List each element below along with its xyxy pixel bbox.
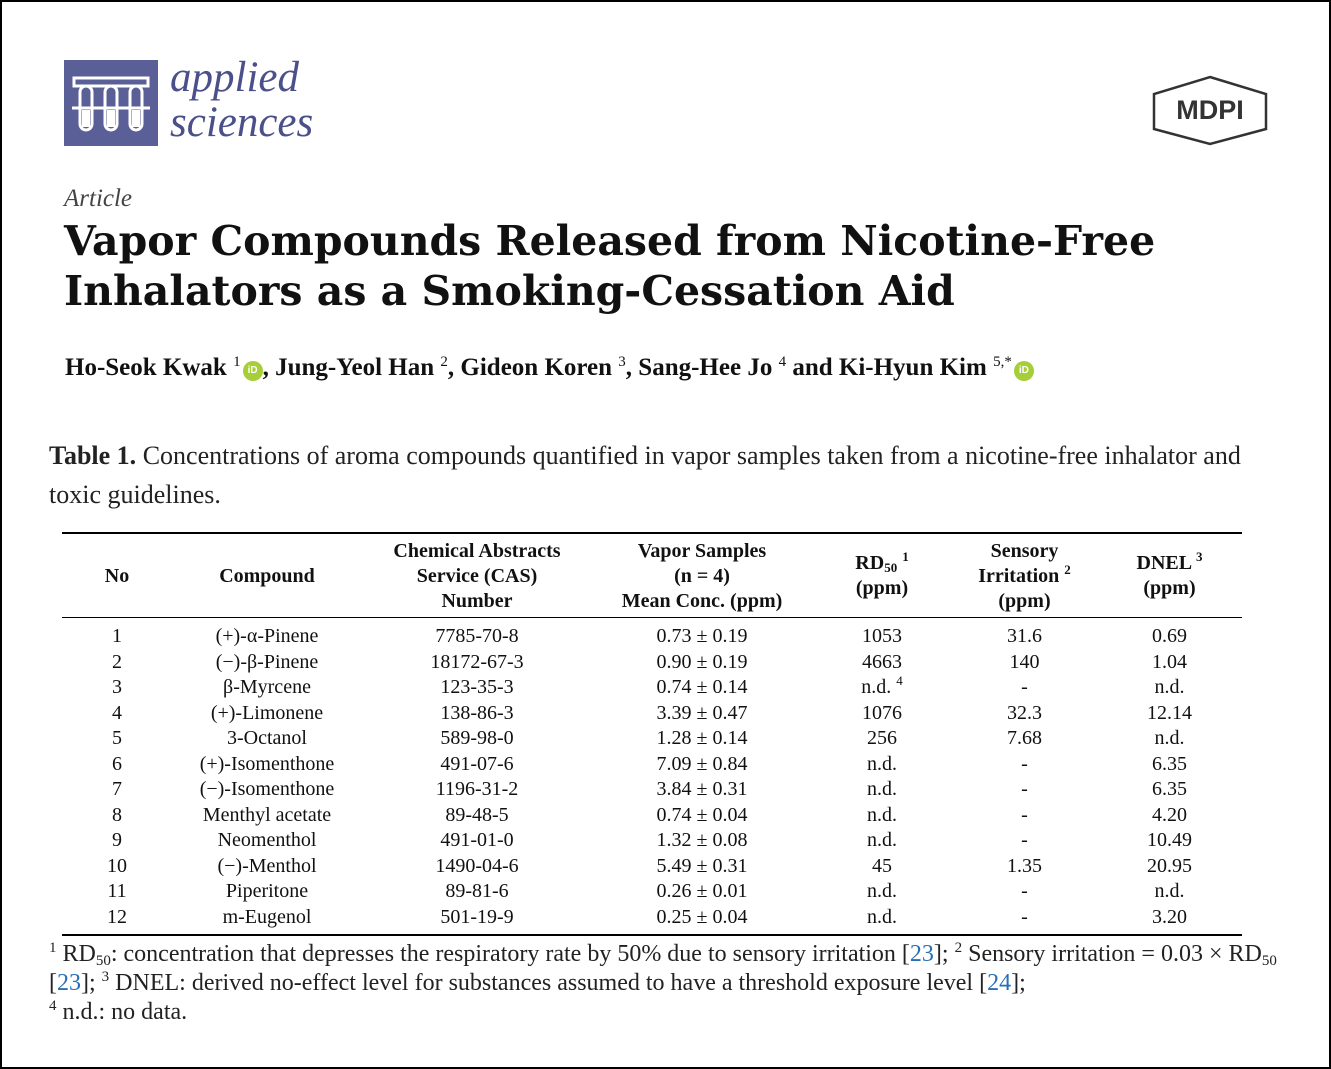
table-cell-rd50	[812, 905, 952, 931]
journal-name	[170, 56, 313, 146]
table-cell-sensory	[952, 726, 1097, 752]
header-line	[812, 551, 952, 576]
table-row	[62, 701, 1242, 727]
table-cell-dnel	[1097, 701, 1242, 727]
footnote-text: : concentration that depresses the respiratory rate by 50% due to sensory irritation [	[110, 941, 910, 967]
table-cell-conc	[592, 726, 812, 752]
table-row	[62, 879, 1242, 905]
table-cell-compound	[172, 675, 362, 701]
cell-value: 31.6	[1007, 625, 1042, 648]
table-cell-sensory	[952, 828, 1097, 854]
table-row	[62, 752, 1242, 778]
table-cell-conc	[592, 616, 812, 650]
table-cell-rd50	[812, 701, 952, 727]
footnote-text: [	[49, 970, 57, 996]
cell-value: n.d.	[867, 905, 897, 928]
table-cell-dnel	[1097, 752, 1242, 778]
table-cell-no	[62, 650, 172, 676]
author-affiliation: 3	[618, 354, 626, 370]
table-cell-rd50	[812, 879, 952, 905]
table-cell-compound	[172, 752, 362, 778]
column-header-rd50	[812, 536, 952, 616]
cell-value: 1	[112, 625, 122, 648]
footnote-text: ];	[933, 941, 949, 967]
table-cell-sensory	[952, 803, 1097, 829]
cell-value: 3.39 ± 0.47	[656, 701, 748, 724]
cell-value: n.d.	[867, 803, 897, 826]
table-header-row	[62, 536, 1242, 616]
header-line: Sensory	[990, 539, 1059, 562]
header-line: (ppm)	[998, 589, 1051, 612]
table-row	[62, 675, 1242, 701]
column-header-cas	[362, 536, 592, 616]
table-cell-cas	[362, 905, 592, 931]
cell-value: 0.26 ± 0.01	[656, 880, 748, 903]
cell-value: -	[1021, 905, 1028, 928]
table-row	[62, 650, 1242, 676]
column-header-no: No	[104, 564, 130, 587]
table-cell-sensory	[952, 905, 1097, 931]
cell-value: 0.90 ± 0.19	[656, 650, 748, 673]
table-cell-no	[62, 675, 172, 701]
cell-value: n.d.	[867, 829, 897, 852]
cell-value: -	[1021, 829, 1028, 852]
table-row	[62, 854, 1242, 880]
cell-value: 1.35	[1007, 854, 1042, 877]
table-cell-compound	[172, 616, 362, 650]
table-row	[62, 828, 1242, 854]
header-line: (n = 4)	[674, 564, 730, 587]
header-line: Vapor Samples	[637, 539, 767, 562]
table-cell-conc	[592, 701, 812, 727]
table-cell-compound	[172, 905, 362, 931]
orcid-icon[interactable]: iD	[243, 361, 263, 381]
table-cell-compound	[172, 879, 362, 905]
data-table	[62, 536, 1242, 930]
cell-value: 10.49	[1147, 829, 1192, 852]
cell-value: 89-48-5	[445, 803, 509, 826]
table-cell-compound	[172, 828, 362, 854]
cell-value: 3.84 ± 0.31	[656, 778, 748, 801]
cell-value: 1490-04-6	[435, 854, 519, 877]
cell-value: n.d.	[1154, 880, 1185, 903]
column-header-dnel	[1097, 536, 1242, 616]
cell-value: 7.68	[1007, 727, 1042, 750]
cell-value: n.d.	[1154, 727, 1185, 750]
table-cell-no	[62, 854, 172, 880]
cell-value: (+)-α-Pinene	[215, 625, 319, 648]
table-cell-no	[62, 701, 172, 727]
table-caption-text: Concentrations of aroma compounds quantified in vapor samples taken from a nicotine-free inhalator and toxic guidelines.	[49, 441, 1241, 509]
footnote-text: ];	[1011, 970, 1026, 996]
cell-value: 3	[112, 676, 122, 699]
cell-value: 7785-70-8	[435, 625, 519, 648]
footnote-text: Sensory irritation = 0.03 × RD	[968, 941, 1262, 967]
cell-value: 0.69	[1152, 625, 1187, 648]
cell-value: 138-86-3	[440, 701, 514, 724]
table-row	[62, 777, 1242, 803]
cell-value: 0.25 ± 0.04	[656, 905, 748, 928]
footnote-mark: 3	[101, 969, 110, 985]
article-type: Article	[64, 185, 133, 212]
table-cell-no	[62, 726, 172, 752]
publisher-name: MDPI	[1176, 95, 1244, 125]
header-subscript: 50	[884, 560, 898, 575]
cell-value: -	[1021, 752, 1028, 775]
author-name: Ho-Seok Kwak	[65, 354, 227, 381]
footnote-text: n.d.: no data.	[62, 999, 188, 1025]
table-cell-conc	[592, 905, 812, 931]
table-cell-rd50	[812, 726, 952, 752]
cell-value: 3-Octanol	[227, 727, 307, 750]
cell-value: 123-35-3	[440, 676, 514, 699]
table-row	[62, 803, 1242, 829]
table-cell-conc	[592, 650, 812, 676]
cell-value: 32.3	[1007, 701, 1042, 724]
cell-value: n.d.	[1154, 676, 1185, 699]
cell-value: 5	[112, 727, 122, 750]
cell-value: 589-98-0	[440, 727, 514, 750]
cell-value: 491-01-0	[440, 829, 514, 852]
cell-value: 1.28 ± 0.14	[656, 727, 748, 750]
cell-value: 6	[112, 752, 122, 775]
journal-logo-icon	[64, 60, 158, 146]
table-cell-cas	[362, 616, 592, 650]
table-cell-dnel	[1097, 854, 1242, 880]
cell-value: 256	[867, 727, 897, 750]
table-cell-cas	[362, 701, 592, 727]
table-cell-dnel	[1097, 905, 1242, 931]
cell-value: 6.35	[1152, 752, 1187, 775]
header-line: Mean Conc. (ppm)	[621, 589, 783, 612]
cell-value: (+)-Isomenthone	[199, 752, 335, 775]
table-cell-rd50	[812, 854, 952, 880]
cell-value: (−)-β-Pinene	[215, 650, 319, 673]
reference-link[interactable]: 24	[987, 970, 1012, 996]
cell-value: 0.73 ± 0.19	[656, 625, 748, 648]
table-cell-cas	[362, 675, 592, 701]
table-cell-compound	[172, 803, 362, 829]
cell-value: 7.09 ± 0.84	[656, 752, 748, 775]
cell-value: 1196-31-2	[435, 778, 519, 801]
table-cell-cas	[362, 828, 592, 854]
table-cell-conc	[592, 777, 812, 803]
cell-value: 11	[107, 880, 127, 903]
table-cell-conc	[592, 879, 812, 905]
cell-value: 501-19-9	[440, 905, 514, 928]
table-cell-dnel	[1097, 616, 1242, 650]
table-cell-rd50	[812, 616, 952, 650]
table-cell-sensory	[952, 650, 1097, 676]
cell-value: 4.20	[1152, 803, 1187, 826]
footnote-mark: 1	[49, 940, 57, 956]
footnote-mark: 2	[954, 940, 963, 956]
footnote-text: DNEL: derived no-effect level for substances assumed to have a threshold exposure level [	[115, 970, 988, 996]
table-cell-no	[62, 905, 172, 931]
table-cell-rd50	[812, 752, 952, 778]
footnote-text: ];	[81, 970, 96, 996]
table-cell-rd50	[812, 777, 952, 803]
cell-value: 6.35	[1152, 778, 1187, 801]
header-line: Service (CAS)	[416, 564, 538, 587]
footnote-subscript: 50	[1261, 953, 1277, 969]
cell-value: 491-07-6	[440, 752, 514, 775]
table-cell-no	[62, 828, 172, 854]
reference-link[interactable]: 23	[909, 941, 934, 967]
author-affiliation: 1	[233, 354, 241, 370]
table-cell-cas	[362, 752, 592, 778]
cell-footnote-mark: 4	[896, 673, 903, 689]
footnote-mark: 4	[49, 998, 57, 1014]
cell-value: n.d.	[867, 778, 897, 801]
cell-value: 7	[112, 778, 122, 801]
cell-value: Neomenthol	[217, 829, 317, 852]
table-cell-conc	[592, 803, 812, 829]
table-cell-dnel	[1097, 777, 1242, 803]
table-cell-cas	[362, 879, 592, 905]
cell-value: (−)-Isomenthone	[199, 778, 335, 801]
header-text: RD	[855, 552, 885, 574]
author-affiliation: 5,*	[993, 354, 1012, 370]
table-cell-no	[62, 777, 172, 803]
table-cell-sensory	[952, 701, 1097, 727]
table-cell-compound	[172, 650, 362, 676]
table-cell-conc	[592, 675, 812, 701]
cell-value: 20.95	[1147, 854, 1192, 877]
cell-value: β-Myrcene	[223, 676, 311, 699]
table-row	[62, 616, 1242, 650]
header-text: DNEL	[1136, 552, 1191, 574]
cell-value: 4	[112, 701, 122, 724]
table-cell-rd50	[812, 675, 952, 701]
author-affiliation: 2	[440, 354, 448, 370]
cell-value: n.d.	[867, 752, 897, 775]
table-caption	[49, 436, 1279, 514]
column-header-vapor	[592, 536, 812, 616]
cell-value: 0.74 ± 0.14	[656, 676, 748, 699]
table-cell-dnel	[1097, 879, 1242, 905]
table-cell-dnel	[1097, 650, 1242, 676]
table-cell-compound	[172, 777, 362, 803]
table-caption-label: Table 1.	[49, 441, 137, 470]
table-cell-compound	[172, 726, 362, 752]
table-bottom-rule	[62, 934, 1242, 936]
cell-value: 0.74 ± 0.04	[656, 803, 748, 826]
cell-value: -	[1021, 778, 1028, 801]
table-cell-no	[62, 752, 172, 778]
table-cell-rd50	[812, 650, 952, 676]
table-cell-dnel	[1097, 828, 1242, 854]
table-row	[62, 905, 1242, 931]
cell-value: -	[1021, 803, 1028, 826]
table-cell-conc	[592, 828, 812, 854]
table-cell-dnel	[1097, 675, 1242, 701]
table-row	[62, 726, 1242, 752]
reference-link[interactable]: 23	[57, 970, 81, 996]
table-cell-no	[62, 616, 172, 650]
orcid-icon[interactable]: iD	[1014, 361, 1034, 381]
cell-value: 9	[112, 829, 122, 852]
cell-value: 1.32 ± 0.08	[656, 829, 748, 852]
header-footnote-mark: 2	[1064, 561, 1071, 577]
cell-value: 1076	[862, 701, 902, 724]
cell-value: 12	[107, 905, 127, 928]
cell-value: n.d.	[867, 880, 897, 903]
table-cell-cas	[362, 726, 592, 752]
table-cell-compound	[172, 701, 362, 727]
header-line	[952, 561, 1097, 589]
table-cell-no	[62, 803, 172, 829]
table-cell-sensory	[952, 879, 1097, 905]
cell-value: Piperitone	[225, 880, 309, 903]
cell-value: 3.20	[1152, 905, 1187, 928]
table-cell-cas	[362, 650, 592, 676]
author-name: Jung-Yeol Han	[275, 354, 435, 381]
header-footnote-mark: 3	[1195, 549, 1203, 564]
journal-name-line2: sciences	[170, 99, 314, 146]
header-footnote-mark: 1	[902, 549, 909, 564]
table-cell-cas	[362, 854, 592, 880]
author-name: Ki-Hyun Kim	[838, 354, 987, 381]
cell-value: 89-81-6	[445, 880, 509, 903]
table-top-rule	[62, 532, 1242, 534]
table-cell-dnel	[1097, 726, 1242, 752]
journal-name-line1: applied	[170, 54, 299, 101]
table-cell-conc	[592, 854, 812, 880]
table-cell-sensory	[952, 675, 1097, 701]
cell-value: n.d.	[861, 676, 892, 699]
header-line: (ppm)	[1143, 577, 1196, 599]
table-cell-rd50	[812, 803, 952, 829]
footnote-subscript: 50	[95, 953, 111, 969]
cell-value: -	[1021, 880, 1028, 903]
header-line	[1097, 551, 1242, 576]
cell-value: (−)-Menthol	[217, 854, 317, 877]
table-footnotes	[49, 940, 1284, 1027]
cell-value: 2	[112, 650, 122, 673]
author-list: Ho-Seok Kwak $^1$iD , Jung-Yeol Han $^2$, Gideon Koren $^3$, Sang-Hee Jo $^4$ and Ki-Hyun Kim $^{5,*}$iD	[65, 354, 1285, 382]
table-cell-conc	[592, 752, 812, 778]
author-name: Sang-Hee Jo	[638, 354, 773, 381]
header-text: Irritation	[978, 564, 1060, 587]
cell-value: 10	[107, 854, 127, 877]
table-cell-sensory	[952, 752, 1097, 778]
cell-value: (+)-Limonene	[210, 701, 324, 724]
table-cell-sensory	[952, 854, 1097, 880]
table-cell-sensory	[952, 616, 1097, 650]
cell-value: 4663	[862, 650, 902, 673]
author-name: Gideon Koren	[460, 354, 613, 381]
cell-value: 18172-67-3	[430, 650, 524, 673]
table-body	[62, 616, 1242, 930]
column-header-sensory	[952, 536, 1097, 616]
cell-value: Menthyl acetate	[202, 803, 332, 826]
header-line: Number	[441, 589, 513, 612]
cell-value: m-Eugenol	[222, 905, 312, 928]
cell-value: 140	[1009, 650, 1040, 673]
header-line: (ppm)	[855, 577, 909, 599]
cell-value: 1053	[862, 625, 902, 648]
author-joiner: and	[792, 354, 833, 381]
column-header-compound: Compound	[219, 564, 315, 587]
table-cell-dnel	[1097, 803, 1242, 829]
table-cell-cas	[362, 803, 592, 829]
cell-value: 1.04	[1152, 650, 1187, 673]
cell-value: 5.49 ± 0.31	[656, 854, 748, 877]
cell-value: -	[1021, 676, 1028, 699]
table-cell-no	[62, 879, 172, 905]
cell-value: 8	[112, 803, 122, 826]
cell-value: 12.14	[1147, 701, 1192, 724]
header-line: Chemical Abstracts	[393, 539, 561, 562]
footnote-text: RD	[62, 941, 96, 967]
cell-value: 45	[872, 854, 892, 877]
page-title: Vapor Compounds Released from Nicotine-Free Inhalators as a Smoking-Cessation Aid	[64, 217, 1156, 315]
author-affiliation: 4	[778, 354, 787, 370]
table-cell-compound	[172, 854, 362, 880]
table-cell-rd50	[812, 828, 952, 854]
table-cell-sensory	[952, 777, 1097, 803]
publisher-logo	[1150, 74, 1270, 146]
table-cell-cas	[362, 777, 592, 803]
